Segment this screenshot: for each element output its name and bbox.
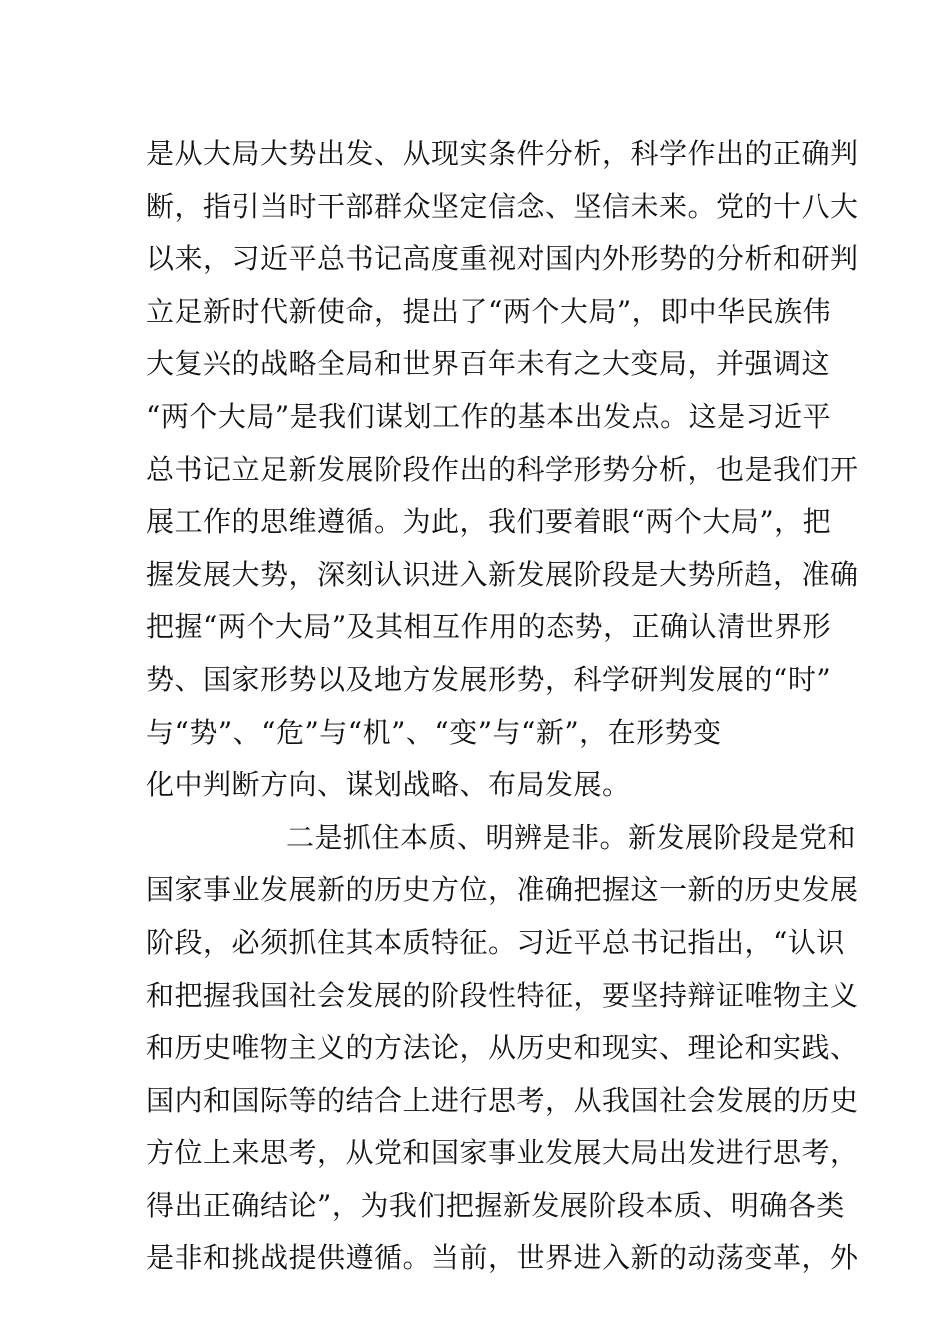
text-line: 断，指引当时干部群众坚定信念、坚信未来。党的十八大 — [146, 189, 859, 223]
text-line: 阶段，必须抓住其本质特征。习近平总书记指出，“认识 — [146, 925, 845, 959]
text-line: 以来，习近平总书记高度重视对国内外形势的分析和研判 — [146, 242, 859, 276]
text-line: “两个大局”是我们谋划工作的基本出发点。这是习近平 — [146, 399, 832, 433]
paragraph-start-line: 二是抓住本质、明辨是非。新发展阶段是党和 — [286, 820, 857, 854]
text-line: 是非和挑战提供遵循。当前，世界进入新的动荡变革，外 — [146, 1241, 859, 1275]
text-line: 化中判断方向、谋划战略、布局发展。 — [146, 768, 631, 802]
text-line: 国内和国际等的结合上进行思考，从我国社会发展的历史 — [146, 1083, 859, 1117]
text-line: 得出正确结论”，为我们把握新发展阶段本质、明确各类 — [146, 1188, 845, 1222]
text-line: 势、国家形势以及地方发展形势，科学研判发展的“时” — [146, 662, 832, 696]
text-line: 把握“两个大局”及其相互作用的态势，正确认清世界形 — [146, 610, 832, 644]
text-line: 方位上来思考，从党和国家事业发展大局出发进行思考， — [146, 1136, 859, 1170]
text-line: 国家事业发展新的历史方位，准确把握这一新的历史发展 — [146, 873, 859, 907]
text-line: 和把握我国社会发展的阶段性特征，要坚持辩证唯物主义 — [146, 978, 859, 1012]
text-line: 立足新时代新使命，提出了“两个大局”，即中华民族伟 — [146, 294, 832, 328]
text-line: 大复兴的战略全局和世界百年未有之大变局，并强调这 — [146, 347, 831, 381]
text-line: 展工作的思维遵循。为此，我们要着眼“两个大局”，把 — [146, 505, 832, 539]
text-line: 握发展大势，深刻认识进入新发展阶段是大势所趋，准确 — [146, 557, 859, 591]
text-line: 总书记立足新发展阶段作出的科学形势分析，也是我们开 — [146, 452, 859, 486]
text-line: 是从大局大势出发、从现实条件分析，科学作出的正确判 — [146, 137, 859, 170]
text-line: 和历史唯物主义的方法论，从历史和现实、理论和实践、 — [146, 1031, 859, 1065]
text-line: 与“势”、“危”与“机”、“变”与“新”，在形势变 — [146, 715, 722, 749]
body-text — [146, 128, 859, 1285]
